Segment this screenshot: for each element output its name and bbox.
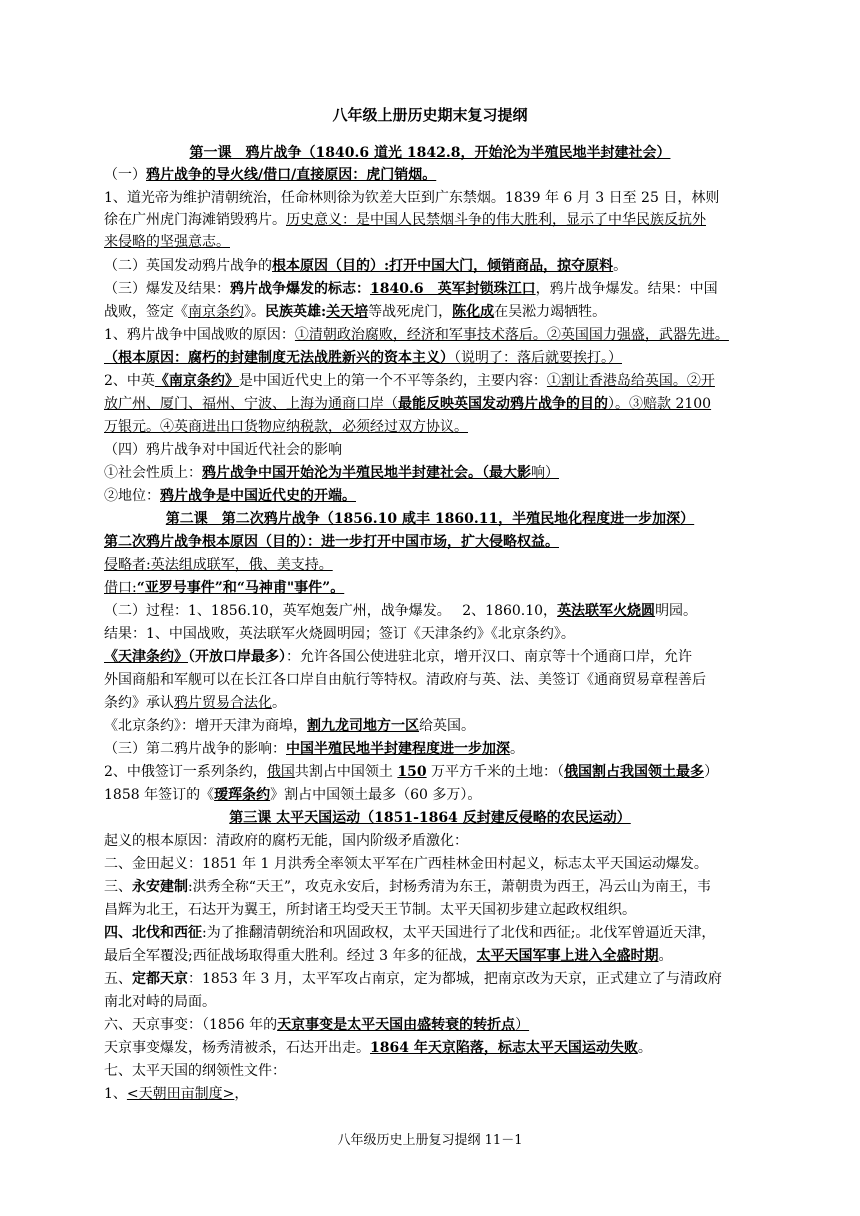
text-line [104, 531, 559, 553]
text-segment: 瑷珲条约 [214, 787, 271, 803]
text-segment: 在吴淞力竭牺牲。 [494, 304, 607, 320]
text-segment: 2、中英 [104, 373, 155, 389]
text-line [104, 1037, 652, 1059]
text-segment: 鸦片战争是中国近代史的开端。 [160, 488, 356, 504]
text-segment: 1、道光帝为维护清朝统治，任命林则徐为钦差大臣到广东禁烟。1839 年 6 月 3 日至 25 日，林则 [104, 190, 720, 206]
text-segment: 。 [658, 948, 673, 964]
text-segment: 2、中俄签订一系列条约， [104, 764, 267, 780]
text-line [104, 830, 468, 852]
text-line [104, 784, 481, 806]
text-segment: ①社会性质上： [104, 465, 202, 481]
text-segment: ②地位： [104, 488, 160, 504]
text-segment: ，鸦片战争爆发。结果：中国 [535, 281, 718, 297]
text-segment: （三）爆发及结果： [104, 281, 230, 297]
text-segment: 外国商船和军舰可以在长江各口岸自由航行等特权。清政府与英、法、美签订《通商贸易章程善后 [104, 672, 706, 688]
text-segment: （根本原因：腐朽的封建制度无法战胜新兴的资本主义） [104, 350, 454, 366]
text-segment: 》割占中国领土最多（60 多万）。 [270, 787, 482, 803]
text-segment: （说明了：落后就要挨打。） [454, 350, 622, 366]
text-line [104, 945, 673, 967]
text-line [104, 692, 286, 714]
text-segment: :洪秀全称“天王”，攻克永安后，封杨秀清为东王，萧朝贵为西王，冯云山为南王，韦 [188, 879, 712, 895]
text-segment: （二）过程：1、1856.10，英军炮轰广州，战争爆发。 2、1860.10， [104, 603, 558, 619]
text-line [104, 1083, 248, 1105]
lesson-heading [0, 142, 860, 164]
text-segment: 俄国割占我国领土最多 [564, 764, 705, 780]
text-line [104, 853, 708, 875]
text-segment: 定都天京 [132, 971, 188, 987]
text-segment: 鸦片战争爆发的标志： [230, 281, 370, 297]
text-segment: 俄国 [266, 764, 295, 780]
text-segment: ） [515, 1017, 530, 1033]
text-segment: 条约》承认 [104, 695, 174, 711]
text-line [104, 324, 729, 346]
text-segment: 天京事变爆发，杨秀清被杀，石达开出走。 [104, 1040, 370, 1056]
text-segment: 1864 年天京陷落，标志太平天国运动失败 [370, 1040, 638, 1056]
text-line [104, 761, 718, 783]
text-line [104, 669, 706, 691]
text-segment: 响） [531, 465, 559, 481]
text-segment: 1840.6 英军封锁珠江口 [370, 281, 536, 297]
text-segment: 战败，签定《 [104, 304, 188, 320]
text-segment: 1858 年签订的《 [104, 787, 215, 803]
text-segment: （四）鸦片战争对中国近代社会的影响 [104, 442, 342, 458]
text-segment: 侵略者:英法组成联军，俄、美支持。 [104, 557, 333, 573]
text-segment: 永安建制 [132, 879, 188, 895]
text-segment: 民族英雄: [265, 304, 327, 320]
text-segment: 最能反映英国发动鸦片战争的目的 [398, 396, 608, 412]
text-segment: 150 [397, 764, 427, 780]
text-segment: 是中国近代史上的第一个不平等条约，主要内容： [238, 373, 547, 389]
text-line [104, 164, 436, 186]
text-segment: 共割占中国领土 [294, 764, 398, 780]
text-segment: 南北对峙的局面。 [104, 994, 216, 1010]
text-segment: 南京条约 [188, 304, 244, 320]
text-line [104, 577, 344, 599]
text-line [104, 968, 722, 990]
text-line [104, 462, 559, 484]
text-line [104, 278, 718, 300]
text-segment: 等战死虎门， [368, 304, 453, 320]
text-segment: 第一课 鸦片战争（1840.6 道光 1842.8，开始沦为半殖民地半封建社会） [189, 145, 671, 161]
text-segment: 割九龙司地方一区 [307, 718, 419, 734]
text-segment: 历史意义：是中国人民禁烟斗争的伟大胜利，显示了中华民族反抗外 [286, 212, 706, 228]
text-segment: 中国半殖民地半封建程度进一步加深 [286, 741, 510, 757]
text-line [104, 1014, 529, 1036]
text-segment: （一） [104, 167, 146, 183]
text-line [104, 922, 715, 944]
text-line [104, 485, 356, 507]
text-line [104, 876, 711, 898]
text-segment: 第二次鸦片战争根本原因（目的）：进一步打开中国市场，扩大侵略权益。 [104, 534, 559, 550]
text-segment: 给英国。 [419, 718, 475, 734]
text-segment: （三）第二鸦片战争的影响： [104, 741, 286, 757]
text-segment: 1、鸦片战争中国战败的原因： [104, 327, 295, 343]
text-segment: ， [234, 1086, 249, 1102]
text-segment: 徐在广州虎门海滩销毁鸦片。 [104, 212, 286, 228]
text-segment: 关天培 [326, 304, 369, 320]
text-segment: 天京事变是太平天国由盛转衰的转折点 [277, 1017, 516, 1033]
text-line [104, 899, 636, 921]
text-segment: 《天津条约》 [104, 649, 188, 665]
text-segment: “亚罗号事件”和“马神甫"事件”。 [136, 580, 345, 596]
text-segment: 《北京条约》：增开天津为商埠， [104, 718, 307, 734]
text-segment: 最后全军覆没;西征战场取得重大胜利。经过 3 年多的征战， [104, 948, 477, 964]
text-segment: 鸦片战争的导火线/借口/直接原因：虎门销烟。 [146, 167, 437, 183]
text-line [104, 439, 342, 461]
text-segment: 万银元。④英商进出口货物应纳税款，必须经过双方协议。 [104, 419, 468, 435]
text-line [104, 255, 627, 277]
text-line [104, 646, 692, 668]
text-segment: ①清朝政治腐败，经济和军事技术落后。②英国国力强盛，武器先进。 [294, 327, 729, 343]
text-segment: 陈化成 [452, 304, 495, 320]
text-segment: 三、 [104, 879, 132, 895]
text-segment: :为了推翻清朝统治和巩固政权，太平天国进行了北伐和西征;。北伐军曾逼近天津， [202, 925, 716, 941]
text-line [104, 347, 622, 369]
text-segment: 七、太平天国的纲领性文件： [104, 1063, 286, 1079]
text-segment: 太平天国军事上进入全盛时期 [476, 948, 659, 964]
text-line [104, 393, 711, 415]
text-segment: 借口: [104, 580, 137, 596]
text-line [104, 554, 333, 576]
text-segment: 放广州、厦门、福州、宁波、上海为通商口岸（ [104, 396, 398, 412]
text-segment: ）。③赔款 2100 [608, 396, 712, 412]
text-line [104, 623, 575, 645]
text-segment: 1、 [104, 1086, 127, 1102]
text-line [104, 187, 719, 209]
text-segment: 万平方千米的土地：（ [426, 764, 565, 780]
text-segment: 。 [510, 741, 524, 757]
text-line [104, 991, 216, 1013]
text-line [104, 738, 524, 760]
text-segment: 结果：1、中国战败，英法联军火烧圆明园；签订《天津条约》《北京条约》。 [104, 626, 575, 642]
text-segment: 根本原因（目的）:打开中国大门，倾销商品，掠夺原料 [272, 258, 614, 274]
text-line [104, 231, 230, 253]
text-line [104, 715, 475, 737]
text-segment: 鸦片贸易合法化 [174, 695, 272, 711]
text-line [104, 370, 715, 392]
text-line [104, 301, 606, 323]
text-segment: 起义的根本原因：清政府的腐朽无能，国内阶级矛盾激化： [104, 833, 468, 849]
lesson-heading [0, 807, 860, 829]
lesson-heading [0, 508, 860, 530]
text-segment: 第二课 第二次鸦片战争（1856.10 咸丰 1860.11，半殖民地化程度进一步加深） [165, 511, 695, 527]
page-footer: 八年级历史上册复习提纲 11－1 [337, 1133, 523, 1148]
text-segment: 。 [637, 1040, 652, 1056]
document-title: 八年级上册历史期末复习提纲 [332, 106, 528, 124]
text-segment: 《南京条约》 [154, 373, 239, 389]
text-segment: 。 [613, 258, 628, 274]
text-line [104, 600, 697, 622]
text-line [104, 209, 706, 231]
text-segment: ：1853 年 3 月，太平军攻占南京，定为都城，把南京改为天京，正式建立了与清政府 [188, 971, 722, 987]
text-segment: <天朝田亩制度> [126, 1086, 235, 1102]
text-segment: 二、金田起义：1851 年 1 月洪秀全率领太平军在广西桂林金田村起义，标志太平天国运动爆发。 [104, 856, 708, 872]
text-segment: 六、天京事变：（1856 年的 [104, 1017, 278, 1033]
text-segment: 英法联军火烧圆 [557, 603, 656, 619]
text-segment: 五、 [104, 971, 132, 987]
text-segment: ） [704, 764, 719, 780]
text-line [104, 1060, 286, 1082]
text-segment: ：允许各国公使进驻北京，增开汉口、南京等十个通商口岸，允许 [286, 649, 692, 665]
text-segment: 。 [272, 695, 286, 711]
text-segment: （二）英国发动鸦片战争的 [104, 258, 272, 274]
text-segment: ①割让香港岛给英国。②开 [546, 373, 715, 389]
text-segment: 》。 [244, 304, 265, 320]
text-segment: 昌辉为北王，石达开为翼王，所封诸王均受天王节制。太平天国初步建立起政权组织。 [104, 902, 636, 918]
text-segment: （开放口岸最多） [188, 649, 286, 665]
text-line [104, 416, 468, 438]
text-segment: 第三课 太平天国运动（1851-1864 反封建反侵略的农民运动） [229, 810, 631, 826]
text-segment: 鸦片战争中国开始沦为半殖民地半封建社会。（最大影 [202, 465, 531, 481]
text-segment: 明园。 [655, 603, 698, 619]
text-segment: 来侵略的坚强意志。 [104, 234, 230, 250]
text-segment: 四、北伐和西征 [104, 925, 202, 941]
